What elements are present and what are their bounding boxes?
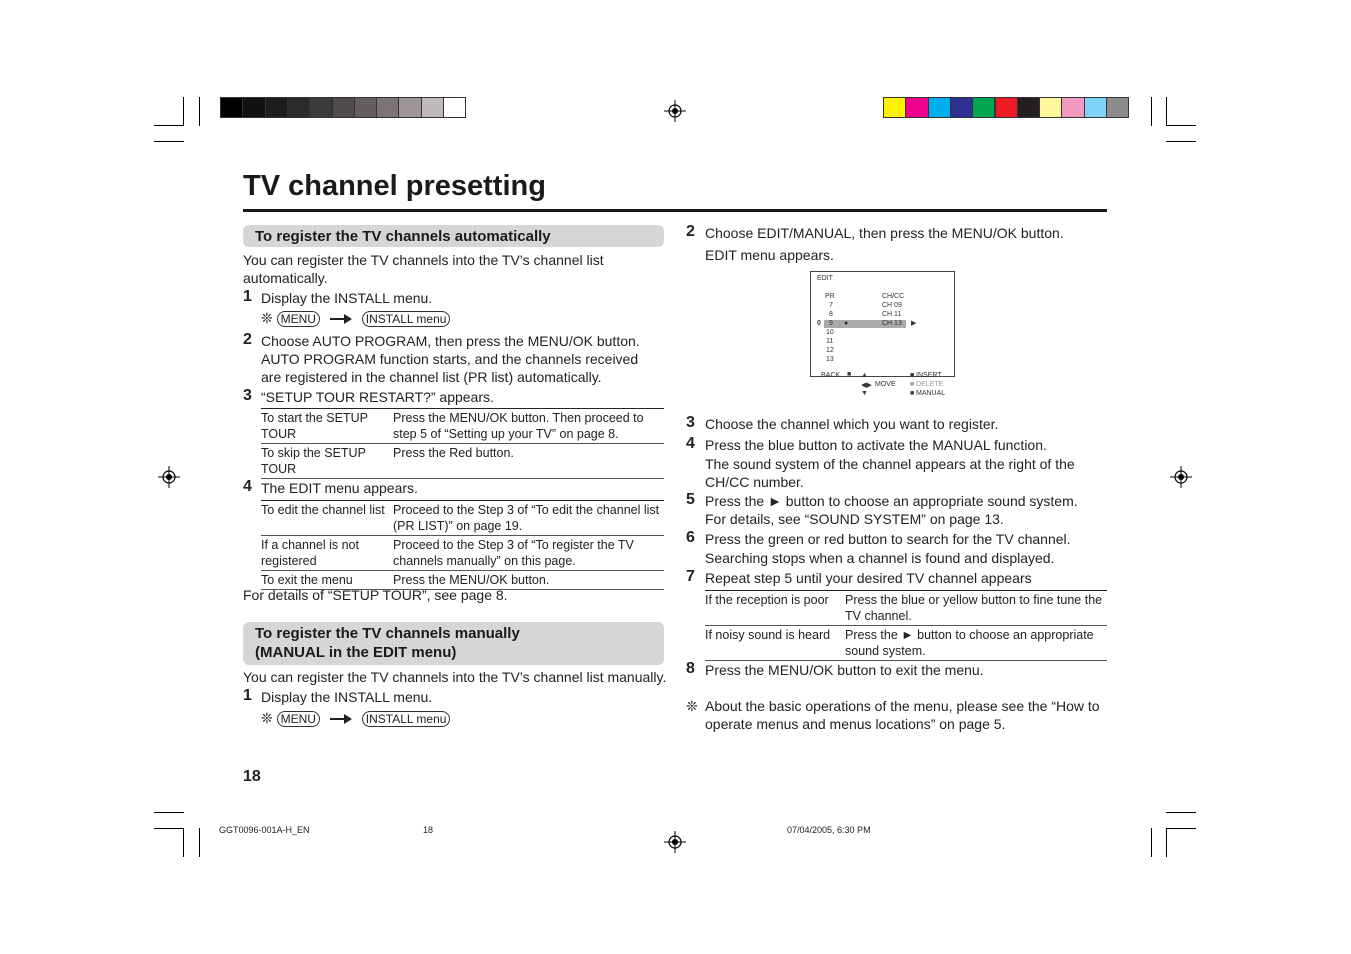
color-swatch [1084,97,1107,118]
color-swatch [1106,97,1129,118]
color-swatch [309,97,332,118]
osd-back-square-icon: ■ [847,371,852,378]
right-step2-sub: EDIT menu appears. [705,247,834,263]
table-cell: Proceed to the Step 3 of “To register the TV channels manually” on this page. [393,538,634,568]
right-step4-text: Press the blue button to activate the MANUAL function. [705,437,1047,453]
color-swatch [972,97,995,118]
page-title: TV channel presetting [243,170,546,202]
right-step2-text: Choose EDIT/MANUAL, then press the MENU/OK button. [705,225,1064,241]
section-heading-line: (MANUAL in the EDIT menu) [255,644,457,661]
osd-square-icon: ■ [910,390,915,397]
table-cell: Press the MENU/OK button. Then proceed to step 5 of “Setting up your TV” on page 8. [393,411,644,441]
crop-mark [199,828,200,857]
crop-mark [1151,97,1152,126]
crop-mark [183,828,184,857]
table-row [705,591,1107,626]
crop-mark [154,125,184,126]
step-number: 4 [243,478,252,495]
color-swatch [1061,97,1084,118]
table-row [261,536,664,571]
note-star-icon: ❊ [686,698,698,714]
footer-date: 07/04/2005, 6:30 PM [787,825,871,835]
color-swatch [265,97,288,118]
table-cell: Proceed to the Step 3 of “To edit the channel list (PR LIST)” on page 19. [393,503,660,533]
color-swatch [354,97,377,118]
arrow-right-icon [330,714,352,724]
right-step5-sub: For details, see “SOUND SYSTEM” on page 13. [705,511,1004,527]
color-swatch [332,97,355,118]
edit-menu-table [261,500,664,590]
step-number: 7 [686,568,695,585]
right-step3-text: Choose the channel which you want to register. [705,416,999,432]
note-star-icon: ❊ [261,710,273,726]
osd-blue-square-icon: ■ [910,372,915,379]
setup-tour-details: For details of “SETUP TOUR”, see page 8. [243,587,508,603]
crop-mark [154,828,184,829]
color-swatch [242,97,265,118]
footer-page: 18 [423,825,434,835]
table-cell: Press the Red button. [393,446,514,460]
title-rule [243,209,1107,212]
table-row [705,626,1107,661]
step-number: 1 [243,687,252,704]
right-step6-sub: Searching stops when a channel is found and displayed. [705,550,1055,566]
color-swatch [376,97,399,118]
table-cell: To exit the menu [261,573,353,587]
table-cell: If the reception is poor [705,593,829,607]
auto-intro: You can register the TV channels into the TV’s channel list automatically. [243,252,604,286]
step-number: 5 [686,491,695,508]
table-cell: To skip the SETUP TOUR [261,446,366,476]
color-swatch [928,97,951,118]
osd-pr: 7 [829,302,833,309]
step-number: 6 [686,529,695,546]
osd-ch: CH 09 [882,302,902,309]
crop-mark [1166,97,1167,126]
osd-manual: MANUAL [916,390,946,397]
crop-mark [1166,828,1167,857]
edit-menu-screen [810,271,955,397]
section-heading-manual [243,622,664,665]
note-text: About the basic operations of the menu, please see the “How to operate menus and menus locations” on page 5. [705,698,1100,732]
crop-mark [154,812,184,813]
manual-intro: You can register the TV channels into the TV’s channel list manually. [243,669,667,685]
step-number: 3 [243,387,252,404]
table-row [261,501,664,536]
crop-mark [1166,812,1196,813]
auto-step1-text: Display the INSTALL menu. [261,290,433,306]
osd-left-right-icon: ◀▶ [861,382,872,389]
osd-right-arrow-icon: ▶ [911,320,917,327]
menu-key: MENU [277,711,320,727]
color-swatch [398,97,421,118]
table-row [261,409,664,444]
crop-mark [1166,125,1196,126]
crop-mark [1166,828,1196,829]
step-number: 2 [243,331,252,348]
step-number: 2 [686,223,695,240]
registration-mark-icon [158,466,180,488]
page-number: 18 [243,768,261,785]
menu-key: MENU [277,311,320,327]
color-swatch [905,97,928,118]
tuning-table [705,590,1107,661]
manual-step1-text: Display the INSTALL menu. [261,689,433,705]
osd-selected-marker: 0 [817,320,821,327]
color-swatch [443,97,466,118]
table-cell: If noisy sound is heard [705,628,831,642]
osd-pr: 11 [826,338,834,345]
osd-dot-icon: ● [844,320,849,327]
right-step5-text: Press the ► button to choose an appropriate sound system. [705,493,1078,509]
color-swatch [1039,97,1062,118]
osd-col-ch: CH/CC [882,293,905,300]
osd-pr: 12 [826,347,834,354]
setup-tour-table [261,408,664,479]
table-row [261,444,664,479]
osd-pr: 9 [829,320,833,327]
crop-mark [199,97,200,126]
section-heading-auto: To register the TV channels automatically [243,225,664,247]
table-cell: If a channel is not registered [261,538,359,568]
right-step8-text: Press the MENU/OK button to exit the menu. [705,662,984,678]
auto-step4-text: The EDIT menu appears. [261,480,418,496]
osd-delete: DELETE [916,381,944,388]
step-number: 4 [686,435,695,452]
table-cell: Press the blue or yellow button to fine tune the TV channel. [845,593,1103,623]
color-swatch [421,97,444,118]
osd-title: EDIT [817,275,833,282]
install-menu-key: INSTALL menu [362,311,451,327]
registration-mark-icon [664,100,686,122]
step-number: 3 [686,414,695,431]
table-cell: Press the MENU/OK button. [393,573,550,587]
color-swatch [220,97,243,118]
osd-col-pr: PR [825,293,835,300]
footer-doc-id: GGT0096-001A-H_EN [219,825,310,835]
auto-step2-text: Choose AUTO PROGRAM, then press the MENU/OK button. AUTO PROGRAM function starts, and the channels received are registered in the channel list (PR list) automatically. [261,333,640,385]
arrow-right-icon [330,314,352,324]
osd-down-icon: ▼ [861,390,868,397]
crop-mark [1151,828,1152,857]
install-menu-key: INSTALL menu [362,711,451,727]
osd-pr: 13 [826,356,834,363]
color-swatch [883,97,906,118]
table-cell: To edit the channel list [261,503,385,517]
crop-mark [1166,141,1196,142]
osd-ch: CH 11 [882,311,902,318]
auto-step3-text: “SETUP TOUR RESTART?” appears. [261,389,494,405]
registration-mark-icon [1170,466,1192,488]
auto-step1-keys [261,309,450,327]
osd-ch: CH 13 [882,320,902,327]
registration-mark-icon [664,831,686,853]
step-number: 1 [243,288,252,305]
osd-insert: INSERT [916,372,942,379]
osd-square-icon: ■ [910,381,915,388]
color-swatch [287,97,310,118]
section-heading-line: To register the TV channels manually [255,625,520,642]
osd-move: MOVE [875,381,896,388]
crop-mark [183,97,184,126]
osd-back: BACK [821,372,841,379]
crop-mark [154,141,184,142]
table-cell: To start the SETUP TOUR [261,411,368,441]
right-step6-text: Press the green or red button to search for the TV channel. [705,531,1071,547]
note-star-icon: ❊ [261,310,273,326]
color-swatch [995,97,1018,118]
step-number: 8 [686,660,695,677]
osd-up-icon: ▲ [861,372,868,379]
manual-step1-keys [261,709,450,727]
right-step4-sub: The sound system of the channel appears at the right of the CH/CC number. [705,456,1075,490]
osd-pr: 8 [829,311,833,318]
right-step7-text: Repeat step 5 until your desired TV channel appears [705,570,1032,586]
table-cell: Press the ► button to choose an appropriate sound system. [845,628,1094,658]
color-swatch [950,97,973,118]
osd-pr: 10 [826,329,834,336]
color-swatch [1017,97,1040,118]
